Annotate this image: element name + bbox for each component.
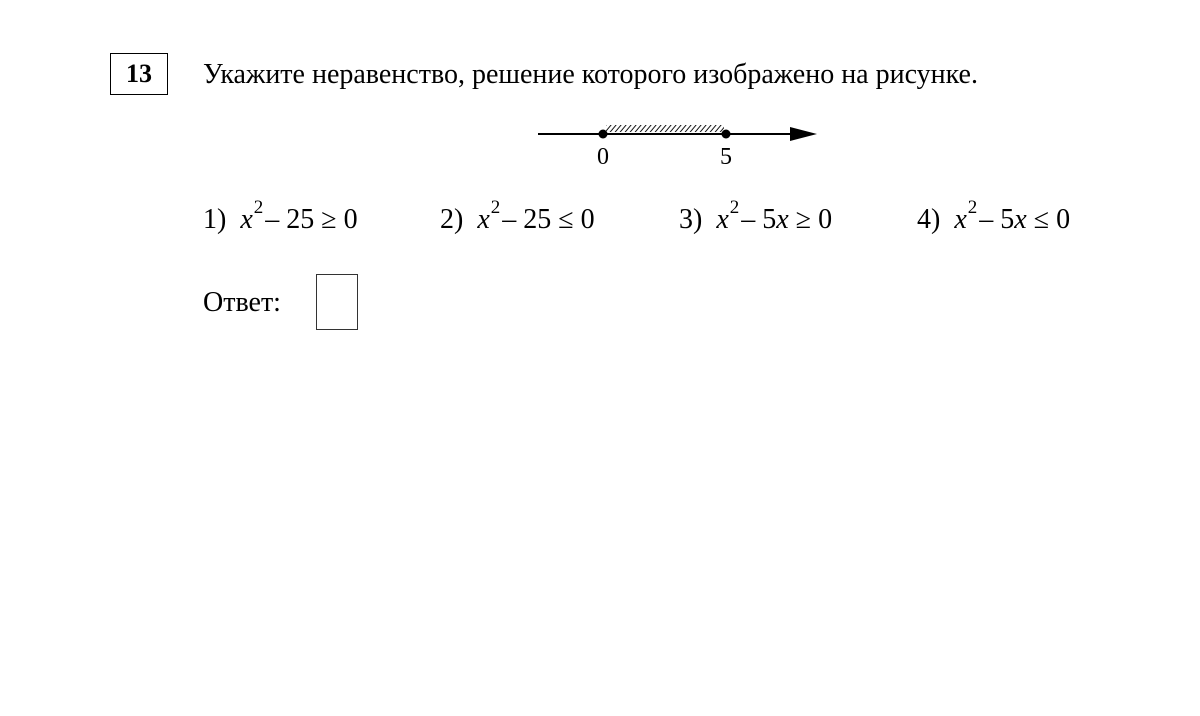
option-2[interactable] [440, 197, 595, 238]
exponent: 2 [253, 197, 264, 218]
option-3[interactable] [679, 197, 833, 238]
task-number-box [110, 53, 168, 95]
option-number: 2) [440, 204, 464, 235]
option-number: 3) [679, 204, 703, 235]
expression-rest: ≥ 0 [788, 204, 833, 235]
variable-2: x [1014, 204, 1027, 235]
option-1[interactable] [203, 197, 358, 238]
option-4[interactable] [917, 197, 1071, 238]
expression-rest: ≤ 0 [1026, 204, 1071, 235]
variable: x [477, 204, 490, 235]
expression-pre: – 5 [741, 204, 777, 235]
option-number: 1) [203, 204, 227, 235]
variable: x [716, 204, 729, 235]
number-line [530, 112, 830, 172]
label-five: 5 [720, 144, 732, 170]
exponent: 2 [490, 197, 501, 218]
answer-input-box[interactable] [316, 274, 358, 330]
task-number: 13 [126, 59, 152, 88]
option-number: 4) [917, 204, 941, 235]
point-five [722, 130, 731, 139]
expression-pre: – 5 [979, 204, 1015, 235]
shaded-interval [606, 125, 724, 132]
answer-label: Ответ: [203, 287, 281, 318]
exponent: 2 [729, 197, 740, 218]
exponent: 2 [967, 197, 978, 218]
expression-rest: – 25 ≥ 0 [265, 204, 358, 235]
variable: x [954, 204, 967, 235]
axis-arrow-icon [790, 127, 817, 141]
expression-rest: – 25 ≤ 0 [502, 204, 595, 235]
answer-options [203, 197, 1163, 246]
variable: x [240, 204, 253, 235]
point-zero [599, 130, 608, 139]
variable-2: x [776, 204, 789, 235]
task-question: Укажите неравенство, решение которого изображено на рисунке. [203, 59, 978, 90]
label-zero: 0 [597, 144, 609, 170]
